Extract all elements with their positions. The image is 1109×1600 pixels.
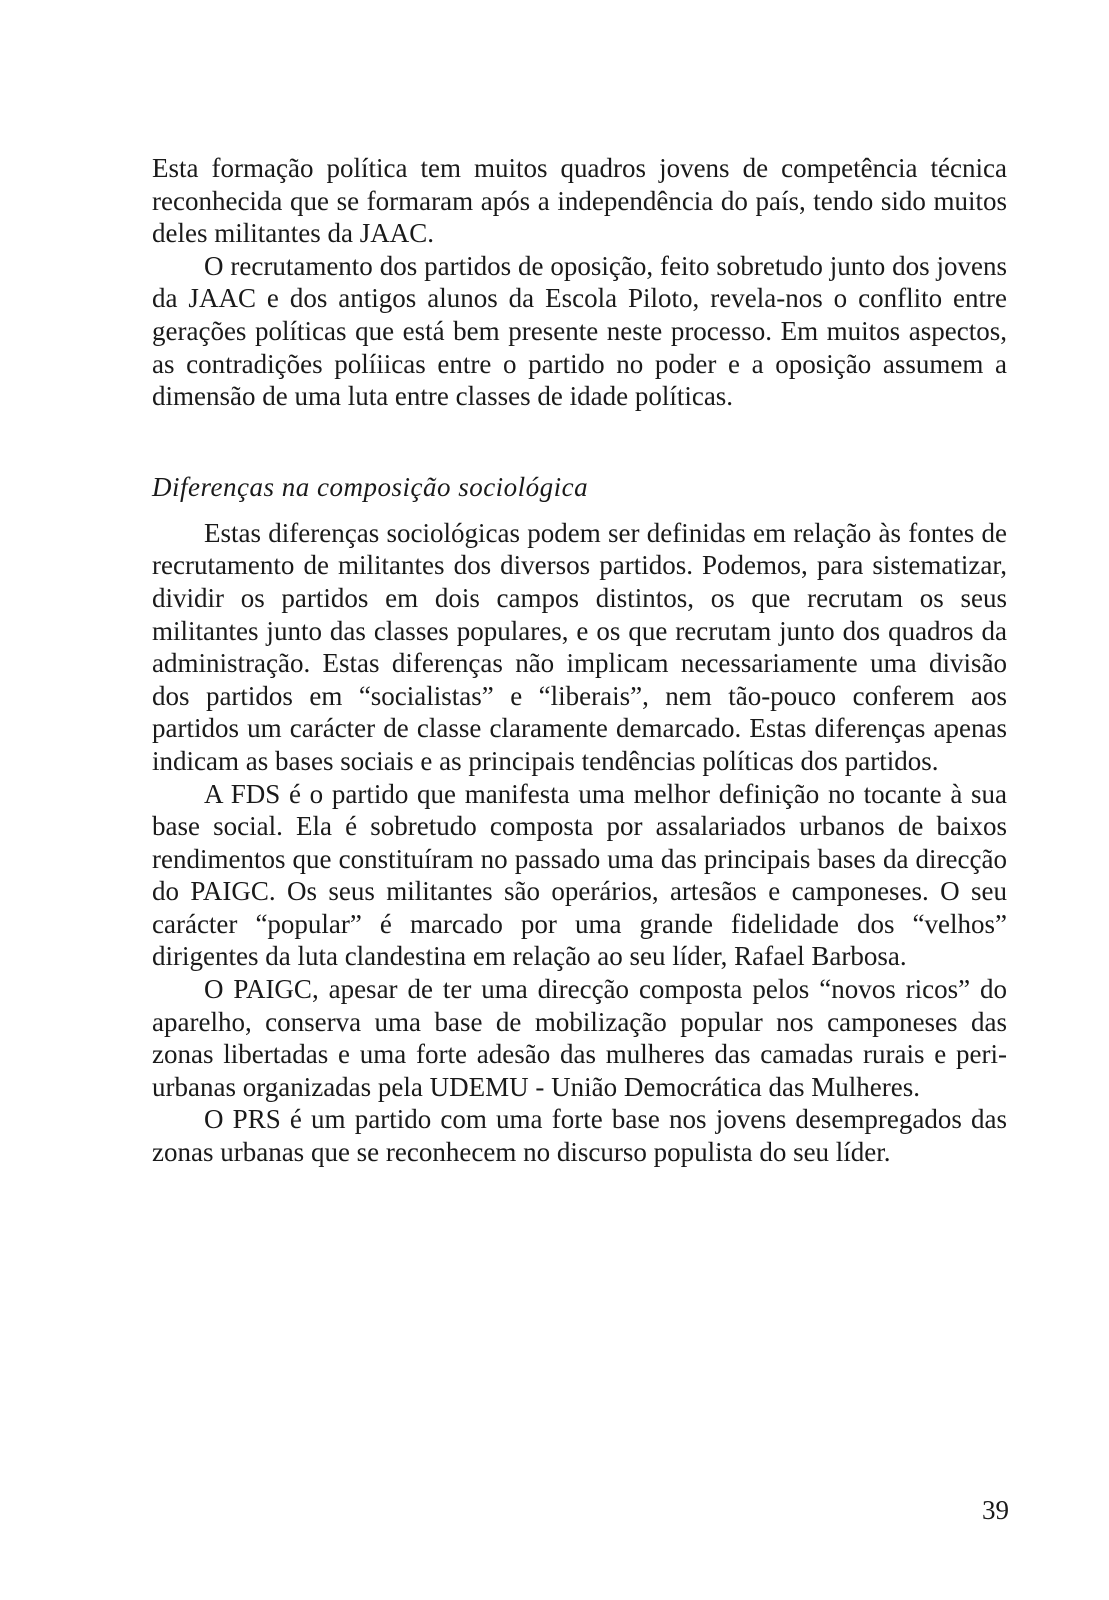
paragraph: Esta formação política tem muitos quadros jovens de competência técnica reconhecida que se formaram após a independência do país, tendo sido muitos deles militantes da JAAC. <box>152 153 1007 249</box>
paragraph: O recrutamento dos partidos de oposição, feito sobretudo junto dos jovens da JAAC e dos antigos alunos da Escola Piloto, revela-nos o conflito entre gerações políticas que está bem presente neste processo. Em muitos aspectos, as contradições políiicas entre o partido no poder e a oposição assumem a dimensão de uma luta entre classes de idade políticas. <box>152 250 1007 412</box>
paragraph: O PRS é um partido com uma forte base nos jovens desempregados das zonas urbanas que se reconhecem no discurso populista do seu líder. <box>152 1104 1007 1168</box>
page-number: 39 <box>982 1495 1009 1525</box>
paragraph: A FDS é o partido que manifesta uma melhor definição no tocante à sua base social. Ela é sobretudo composta por assalariados urbanos de baixos rendimentos que constituíram no passado uma das principais bases da direcção do PAIGC. Os seus militantes são operários, artesãos e camponeses. O seu carácter “popular” é marcado por uma grande fidelidade dos “velhos” dirigentes da luta clandestina em relação ao seu líder, Rafael Barbosa. <box>152 778 1007 972</box>
page-body <box>152 152 1007 1169</box>
section-heading: Diferenças na composição sociológica <box>152 471 589 502</box>
paragraph: O PAIGC, apesar de ter uma direcção composta pelos “novos ricos” do aparelho, conserva uma base de mobilização popular nos camponeses das zonas libertadas e uma forte adesão das mulheres das camadas rurais e peri-urbanas organizadas pela UDEMU - União Democrática das Mulheres. <box>152 974 1007 1102</box>
paragraph: Estas diferenças sociológicas podem ser definidas em relação às fontes de recrutamento de militantes dos diversos partidos. Podemos, para sistematizar, dividir os partidos em dois campos distintos, os que recrutam os seus militantes junto das classes populares, e os que recrutam junto dos quadros da administração. Estas diferenças não implicam necessariamente uma divisão dos partidos em “socialistas” e “liberais”, nem tão-pouco conferem aos partidos um carácter de classe claramente demarcado. Estas diferenças apenas indicam as bases sociais e as principais tendências políticas dos partidos. <box>152 517 1007 776</box>
